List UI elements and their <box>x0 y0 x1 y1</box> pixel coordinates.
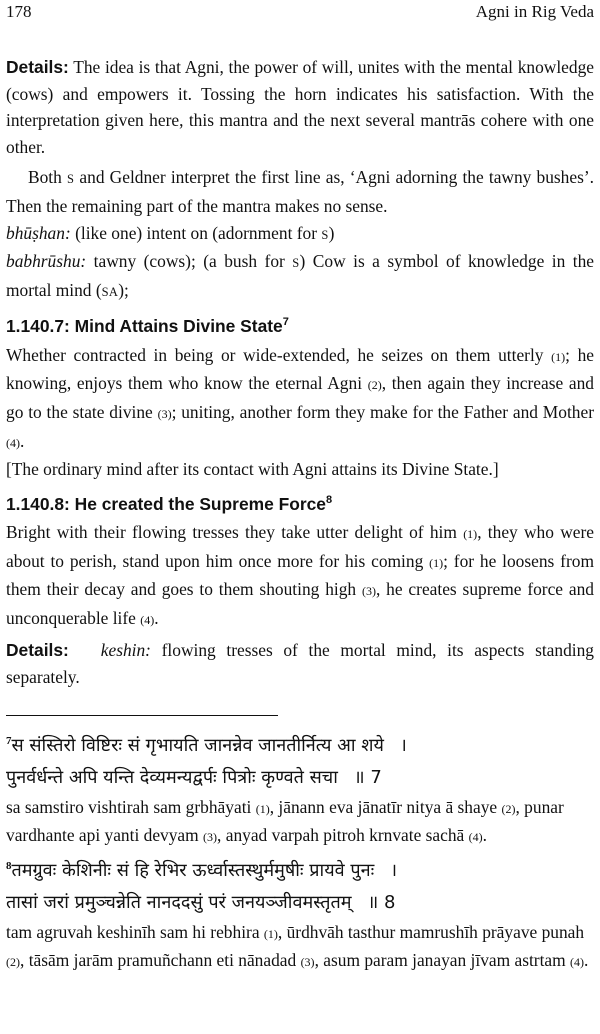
footnote-divider <box>6 715 278 716</box>
page-number: 178 <box>6 2 32 21</box>
transliteration: sa samstiro vishtirah sam grbhāyati (1), jānann eva jānatīr nitya ā shaye (2), punar vardhante api yanti devyam (3), anyad varpah pitroh krnvate sachā (4). <box>6 797 564 845</box>
transliteration: tam agruvah keshinīh sam hi rebhira (1), ūrdhvāh tasthur mamrushīh prāyave punah (2), tāsām jarām pramuñchann eti nānadad (3), asum param janayan jīvam astrtam (4). <box>6 922 589 970</box>
footnote-mark: 7 <box>282 316 289 329</box>
interpretation-paragraph: Both S and Geldner interpret the first line as, ‘Agni adorning the tawny bushes’. Then the remaining part of the mantra makes no sense. <box>6 167 594 216</box>
sanskrit-line: पुनर्वर्धन्ते अपि यन्ति देव्यमन्यद्वर्पः पित्रोः कृण्वते सचा ॥ 7 <box>6 767 382 788</box>
sanskrit-line: तासां जरां प्रमुञ्चन्नेति नानददसुं परं जनयञ्जीवमस्तृतम् ॥ 8 <box>6 892 396 913</box>
running-title: Agni in Rig Veda <box>475 2 594 21</box>
details-paragraph-1: Details: The idea is that Agni, the power of will, unites with the mental knowledge (cows) and empowers it. Tossing the horn indicates his satisfaction. With the interpretation given here, this mantra and the next several mantrās cohere with one other. <box>6 57 594 157</box>
gloss-term: keshin: <box>100 640 151 661</box>
footnote-number: 8 <box>6 860 12 872</box>
details-paragraph-2: Details: keshin: flowing tresses of the mortal mind, its aspects standing separately. <box>6 640 594 688</box>
footnote-number: 7 <box>6 735 12 747</box>
footnote-7 <box>6 725 594 850</box>
section-heading-1-140-7: 1.140.7: Mind Attains Divine State$^7$ <box>6 316 289 337</box>
mantra-7-translation: Whether contracted in being or wide-extended, he seizes on them utterly (1); he knowing, enjoys them who know the eternal Agni (2), then again they increase and go to the state divine (3); uniting, another form they make for the Father and Mother (4). <box>6 344 595 451</box>
footnote-mark: 8 <box>325 493 333 506</box>
gloss-term: bhūṣhan: <box>6 222 71 243</box>
mantra-8-translation: Bright with their flowing tresses they take utter delight of him (1), they who were about to perish, stand upon him once more for his coming (1); for he loosens from them their decay and goes to them shouting high (3), he creates supreme force and unconquerable life (4). <box>6 522 594 628</box>
details-label: Details: <box>6 57 69 77</box>
gloss-bhushan: bhūṣhan: (like one) intent on (adornment for S) <box>6 222 335 243</box>
footnotes <box>6 725 594 975</box>
gloss-babhrushu: babhrūshu: tawny (cows); (a bush for S) Cow is a symbol of knowledge in the mortal mind (SA); <box>6 251 594 300</box>
sanskrit-line: $^8$तमग्रुवः केशिनीः सं हि रेभिर ऊर्ध्वास्तस्थुर्ममुषीः प्रायवे पुनः । <box>6 860 398 881</box>
details-label: Details: <box>6 640 69 661</box>
running-header <box>6 2 594 26</box>
bracketed-note: [The ordinary mind after its contact with Agni attains its Divine State.] <box>6 459 499 480</box>
sanskrit-line: $^7$स संस्तिरो विष्टिरः सं गृभायति जानन्नेव जानतीर्नित्य आ शये । <box>6 735 407 756</box>
main-text <box>6 54 594 691</box>
footnote-8 <box>6 850 594 975</box>
gloss-term: babhrūshu: <box>6 251 87 272</box>
section-heading-1-140-8: 1.140.8: He created the Supreme Force$^8$ <box>6 493 333 514</box>
